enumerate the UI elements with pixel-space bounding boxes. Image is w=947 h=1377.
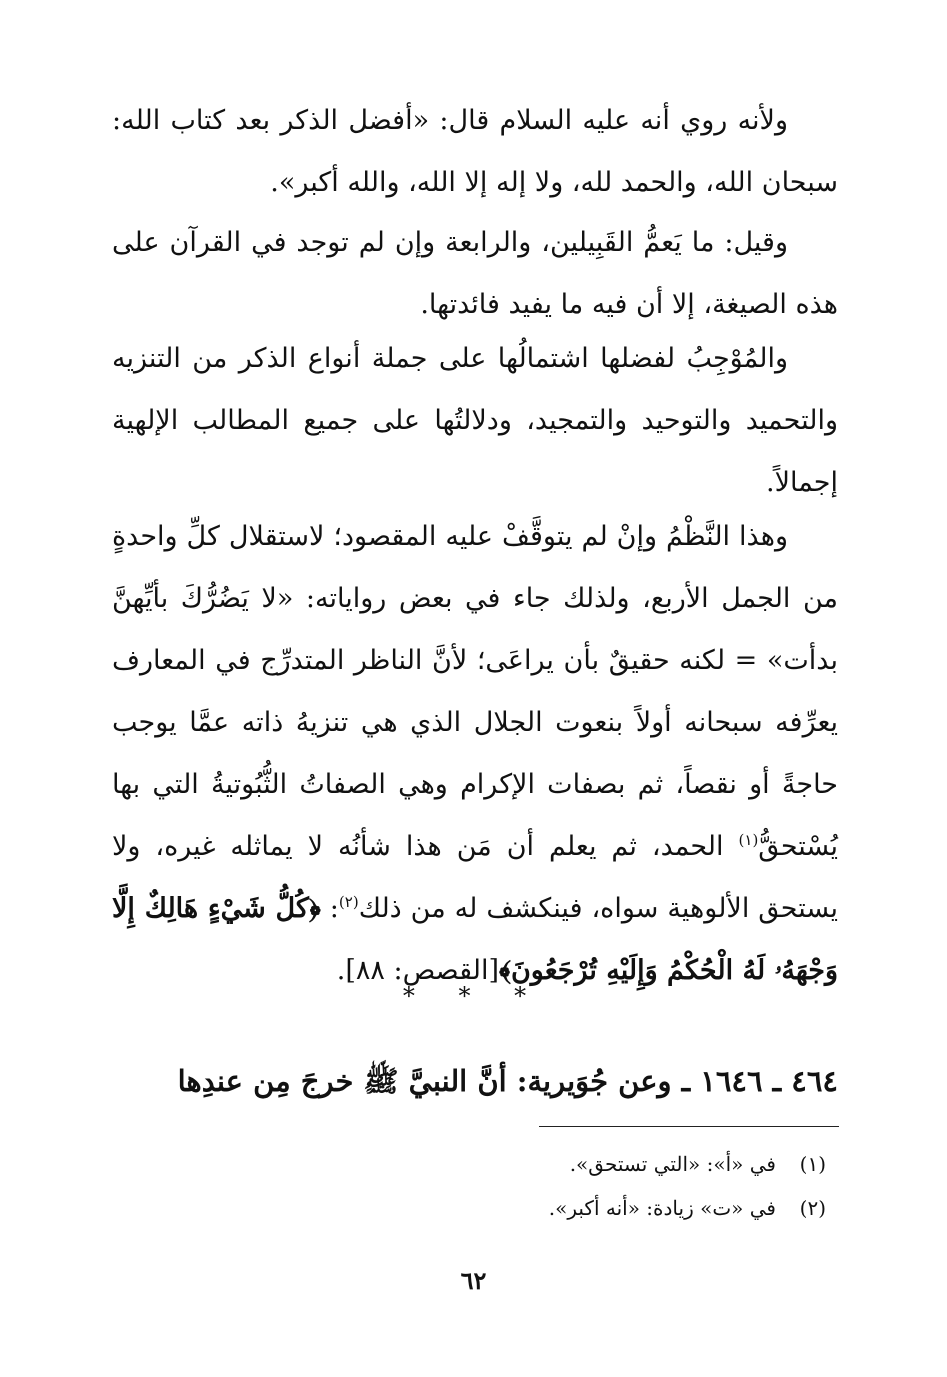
paragraph-text	[112, 506, 838, 1002]
paragraph-order-explanation	[112, 506, 838, 1002]
footnote-divider	[539, 1126, 839, 1127]
paragraph-alternative-view	[112, 212, 838, 336]
footnote-ref-1[interactable]: (١)	[738, 831, 759, 849]
page-number: ٦٢	[460, 1266, 487, 1295]
paragraph-text-part1: وهذا النَّظْمُ وإنْ لم يتوقَّفْ عليه المقصود؛ لاستقلال كلِّ واحدةٍ من الجمل الأربع، ولذلك جاء في بعض رواياته: «لا يَضُرُّكَ بأيِّهنَّ بدأت» = لكنه حقيقٌ بأن يراعَى؛ لأنَّ الناظر المتدرِّج في المعارف يعرِّفه سبحانه أولاً بنعوت الجلال الذي هي تنزيهُ ذاته عمَّا يوجب حاجةً أو نقصاً، ثم بصفات الإكرام وهي الصفاتُ الثُّبُوتيةُ التي بها يُسْتحقُّ	[112, 521, 838, 862]
footnote-ref-2[interactable]: (٢)	[338, 893, 359, 911]
section-separator: * * *	[402, 982, 545, 1010]
footnote-text: في «أ»: «التي تستحق».	[569, 1152, 776, 1176]
footnote-1	[112, 1148, 826, 1180]
quran-citation: [القصص: ٨٨].	[336, 955, 499, 986]
quran-verse: ﴿كُلُّ شَيْءٍ هَالِكٌ إِلَّا وَجْهَهُۥ لَهُ الْحُكْمُ وَإِلَيْهِ تُرْجَعُونَ﴾	[112, 893, 838, 986]
footnote-number: (١)	[799, 1152, 826, 1176]
footnote-number: (٢)	[799, 1196, 826, 1220]
paragraph-text: والمُوْجِبُ لفضلها اشتمالُها على جملة أنواع الذكر من التنزيه والتحميد والتوحيد والتمجيد، ودلالتُها على جميع المطالب الإلهية إجمالاً.	[112, 343, 838, 498]
paragraph-text-part2: الحمد، ثم يعلم أن مَن هذا شأنُه لا يماثله غيره، ولا يستحق الألوهية سواه، فينكشف له من ذلك	[112, 831, 838, 924]
footnote-2	[112, 1192, 826, 1224]
paragraph-text: ولأنه روي أنه عليه السلام قال: «أفضل الذكر بعد كتاب الله: سبحان الله، والحمد لله، ولا إله إلا الله، والله أكبر».	[112, 105, 838, 198]
footnote-text: في «ت» زيادة: «أنه أكبر».	[548, 1196, 776, 1220]
paragraph-hadith-quote	[112, 90, 838, 214]
paragraph-text: وقيل: ما يَعمُّ القَبِيلين، والرابعة وإن لم توجد في القرآن على هذه الصيغة، إلا أن فيه ما يفيد فائدتها.	[112, 227, 838, 320]
hadith-heading: ٤٦٤ ـ ١٦٤٦ ـ وعن جُوَيرية: أنَّ النبيَّ ﷺ خرجَ مِن عندِها	[177, 1064, 838, 1098]
paragraph-virtue-reason	[112, 328, 838, 514]
paragraph-text-part3: :	[320, 893, 339, 924]
